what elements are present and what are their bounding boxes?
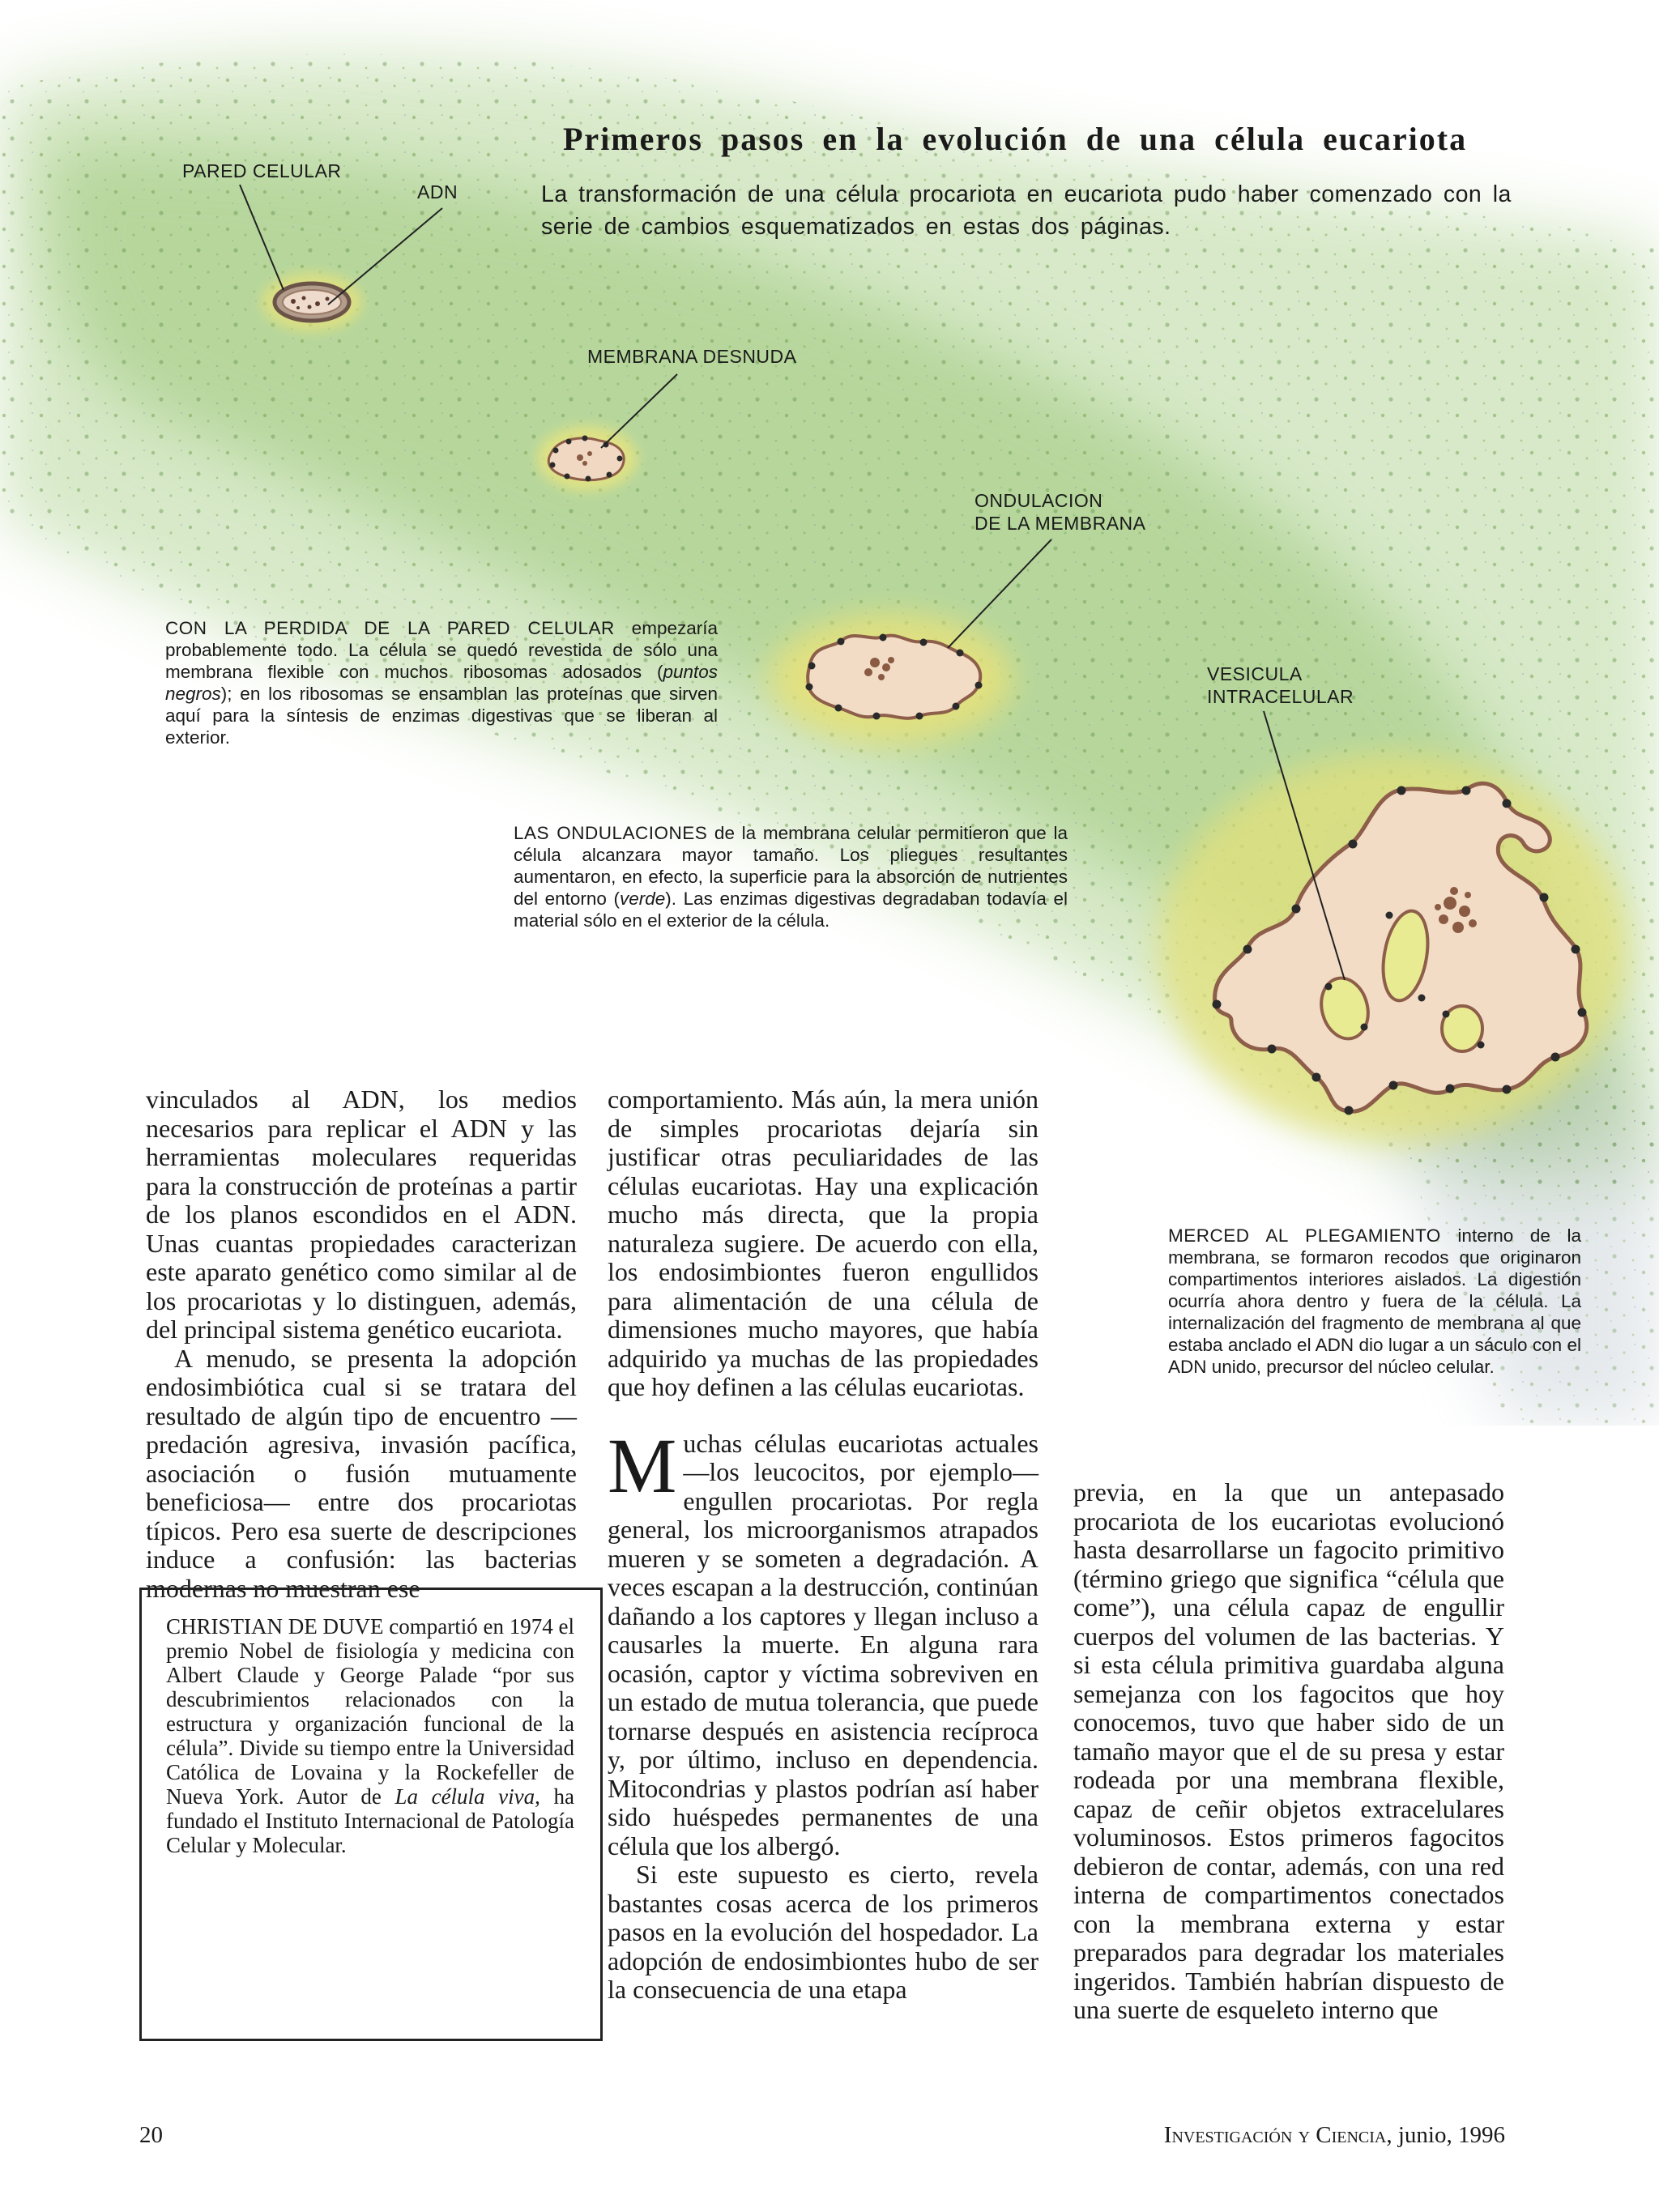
paragraph-with-dropcap: Muchas células eucariotas actuales —los leucocitos, por ejemplo— engullen procariotas. Por regla general, los microorganismos atrapados mueren y se someten a degradación. A veces escapan a la destrucción, continúan dañando a los captores y llegan incluso a causarles la muerte. En alguna rara ocasión, captor y víctima sobreviven en un estado de mutua tolerancia, que puede tornarse después en asistencia recíproca y, por último, incluso en dependencia. Mitocondrias y plastos podrían así haber sido huéspedes permanentes de una célula que los albergó. [608, 1421, 1038, 1860]
paragraph: Si este supuesto es cierto, revela bastantes cosas acerca de los primeros pasos en la evolución del hospedador. La adopción de endosimbiontes hubo de ser la consecuencia de una etapa [608, 1860, 1038, 2004]
author-bio-box [139, 1588, 603, 2041]
undulating-membrane-cell [770, 614, 1013, 744]
paragraph: comportamiento. Más aún, la mera unión de simples procariotas dejaría sin justificar otras peculiaridades de las células eucariotas. Hay una explicación mucho más directa, que la propia naturaleza sugiere. De acuerdo con ella, los endosimbiontes fueron engullidos para alimentación de una célula de dimensiones mucho mayores, que había adquirido ya muchas de las propiedades que hoy definen a las células eucariotas. [608, 1085, 1038, 1401]
figure-subtitle: La transformación de una célula procariota en eucariota pudo haber comenzado con la serie de cambios esquematizados en estas dos páginas. [541, 181, 1512, 240]
article-column-3 [1073, 1478, 1504, 2025]
label-vesicula-intracelular: VESICULA INTRACELULAR [1207, 663, 1354, 707]
article-column-2 [608, 1085, 1038, 2005]
paragraph: vinculados al ADN, los medios necesarios para replicar el ADN y las herramientas moleculares requeridas para la construcción de proteínas a partir de los planos escondidos en el ADN. Unas cuantas propiedades caracterizan este aparato genético como similar al de los procariotas y lo distinguen, además, del principal sistema genético eucariota. [146, 1085, 577, 1344]
naked-membrane-cell [537, 426, 638, 491]
article-column-1 [146, 1085, 577, 1603]
figure-title: Primeros pasos en la evolución de una célula eucariota [563, 121, 1468, 157]
label-adn: ADN [417, 181, 458, 202]
caption-perdida-pared: CON LA PERDIDA DE LA PARED CELULAR empezaría probablemente todo. La célula se quedó revestida de sólo una membrana flexible con muchos ribosomas adosados (puntos negros); en los ribosomas se ensamblan las proteínas que sirven aquí para la síntesis de enzimas digestivas que se liberan al exterior. [165, 618, 718, 748]
author-bio-text: CHRISTIAN DE DUVE compartió en 1974 el premio Nobel de fisiología y medicina con Albert Claude y George Palade “por sus descubrimientos relacionados con la estructura y organización funcional de la célula”. Divide su tiempo entre la Universidad Católica de Lovaina y la Rockefeller de Nueva York. Autor de La célula viva, ha fundado el Instituto Internacional de Patología Celular y Molecular. [166, 1614, 574, 1857]
folded-membrane-cell [1158, 753, 1628, 1142]
paragraph: previa, en la que un antepasado procariota de los eucariotas evolucionó hasta desarrollarse un fagocito primitivo (término griego que significa “célula que come”), una célula capaz de engullir cuerpos del volumen de las bacterias. Y si esta célula primitiva guardaba alguna semejanza con los fagocitos que hoy conocemos, tuvo que haber sido de un tamaño mayor que el de su presa y estar rodeada por una membrana flexible, capaz de ceñir objetos extracelulares voluminosos. Estos primeros fagocitos debieron de contar, además, con una red interna de compartimentos conectados con la membrana externa y estar preparados para degradar los materiales ingeridos. También habrían dispuesto de una suerte de esqueleto interno que [1073, 1477, 1504, 2024]
drop-cap: M [608, 1421, 677, 1509]
page-number: 20 [139, 2122, 163, 2148]
label-pared-celular: PARED CELULAR [182, 160, 342, 181]
caption-ondulaciones: LAS ONDULACIONES de la membrana celular permitieron que la célula alcanzara mayor tamaño. Los pliegues resultantes aumentaron, en efecto, la superficie para la absorción de nutrientes del entorno (verde). Las enzimas digestivas degradaban todavía el material sólo en el exterior de la célula. [514, 823, 1068, 931]
paragraph: A menudo, se presenta la adopción endosimbiótica cual si se tratara del resultado de algún tipo de encuentro —predación agresiva, invasión pacífica, asociación o fusión mutuamente beneficiosa— entre dos procariotas típicos. Pero esa suerte de descripciones induce a confusión: las bacterias modernas no muestran ese [146, 1343, 577, 1603]
journal-footer: Investigación y Ciencia, junio, 1996 [1163, 2122, 1505, 2148]
caption-plegamiento: MERCED AL PLEGAMIENTO interno de la membrana, se formaron recodos que originaron compartimentos interiores aislados. La digestión ocurría ahora dentro y fuera de la célula. La internalización del fragmento de membrana al que estaba anclado el ADN dio lugar a un sáculo con el ADN unido, precursor del núcleo celular. [1168, 1225, 1581, 1377]
label-membrana-desnuda: MEMBRANA DESNUDA [587, 346, 797, 367]
label-ondulacion-membrana: ONDULACION DE LA MEMBRANA [975, 490, 1146, 534]
prokaryote-cell [262, 273, 362, 331]
